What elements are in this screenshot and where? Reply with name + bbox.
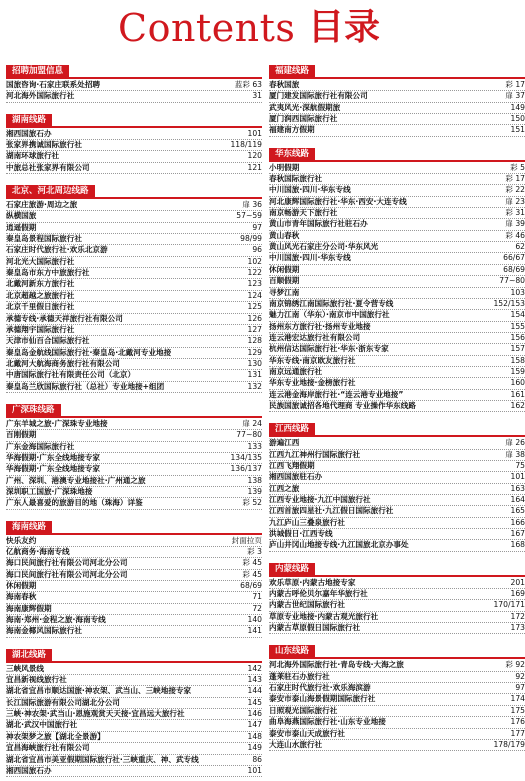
entry-page: 151 [509, 124, 525, 135]
section [269, 556, 525, 635]
section [6, 107, 262, 174]
entry-title: 深圳职工国旅·广深珠地接 [6, 486, 246, 497]
entry-page: 彩 92 [503, 659, 525, 670]
entry-title: 日照观光国际旅行社 [269, 705, 509, 716]
section-title: 华东线路 [269, 148, 315, 160]
entry-page: 77~80 [497, 275, 525, 286]
entry-title: 河北康辉国际旅行社·华东·西安·大连专线 [269, 196, 503, 207]
entry-page: 154 [509, 309, 525, 320]
entry-page: 封面拉页 [230, 535, 262, 546]
entry-title: 南京远通旅行社 [269, 366, 509, 377]
toc-entry[interactable] [6, 626, 262, 637]
entry-page: 扉 24 [240, 418, 262, 429]
entry-page: 31 [250, 90, 262, 101]
section [269, 58, 525, 137]
toc-entry[interactable] [6, 498, 262, 509]
entry-page: 125 [246, 301, 263, 312]
section-title: 山东线路 [269, 645, 315, 657]
entry-page: 130 [246, 358, 263, 369]
entry-page: 201 [509, 577, 525, 588]
entry-title: 国旅咨询·石家庄联系处招聘 [6, 79, 233, 90]
entry-title: 宜昌海峡旅行社有限公司 [6, 742, 246, 753]
entry-page: 128 [246, 335, 263, 346]
right-column [269, 58, 525, 755]
entry-page: 163 [509, 483, 525, 494]
entry-page: 156 [509, 332, 525, 343]
entry-title: 海口民间旅行社有限公司河北分公司 [6, 569, 240, 580]
title-chinese: 目录 [308, 6, 380, 50]
entry-page: 121 [246, 162, 263, 173]
entry-page: 扉 39 [503, 218, 525, 229]
entry-page: 143 [246, 674, 263, 685]
section-title: 招聘加盟信息 [6, 65, 69, 77]
section-title: 广深珠线路 [6, 404, 61, 416]
section [6, 642, 262, 777]
entry-title: 广东金海国际旅行社 [6, 441, 246, 452]
section [269, 141, 525, 413]
entry-page: 172 [509, 611, 525, 622]
entry-title: 湖南环球旅行社 [6, 150, 246, 161]
entry-page: 141 [246, 625, 263, 636]
entry-page: 175 [509, 705, 525, 716]
entry-page: 140 [246, 614, 263, 625]
entry-title: 海南·郑州·金程之旅·海南专线 [6, 614, 246, 625]
toc-entry[interactable] [269, 740, 525, 751]
entry-page: 103 [509, 287, 525, 298]
entry-page: 57~59 [234, 210, 262, 221]
entry-page: 134/135 [228, 452, 262, 463]
section-title: 福建线路 [269, 65, 315, 77]
entry-title: 江西飞翔假期 [269, 460, 513, 471]
entry-title: 宜昌新视线旅行社 [6, 674, 246, 685]
entry-title: 三峡风景线 [6, 663, 246, 674]
entry-title: 广东人最喜爱的旅游目的地（珠海）详鉴 [6, 497, 240, 508]
section-title: 内蒙线路 [269, 563, 315, 575]
entry-title: 河北海外国际旅行社·青岛专线·大海之旅 [269, 659, 503, 670]
entry-title: 中川国旅·四川·华东专线 [269, 252, 501, 263]
entry-page: 蓝彩 63 [233, 79, 262, 90]
entry-page: 123 [246, 278, 263, 289]
entry-title: 中唐国际旅行社有限责任公司（北京） [6, 369, 246, 380]
entry-title: 连云港宏达旅行社有限公司 [269, 332, 509, 343]
entry-title: 湖北·武汉中国旅行社 [6, 719, 246, 730]
section [6, 514, 262, 638]
entry-page: 68/69 [501, 264, 525, 275]
entry-title: 华东专业地接·金榜旅行社 [269, 377, 509, 388]
entry-page: 86 [250, 754, 262, 765]
entry-page: 139 [246, 486, 263, 497]
entry-title: 百刚假期 [6, 429, 234, 440]
entry-page: 160 [509, 377, 525, 388]
entry-title: 北戴河大航海商务旅行社有限公司 [6, 358, 246, 369]
entry-page: 102 [246, 256, 263, 267]
entry-title: 庐山井冈山地接专线·九江国旅北京办事处 [269, 539, 509, 550]
entry-page: 164 [509, 494, 525, 505]
entry-title: 北京千里假日旅行社 [6, 301, 246, 312]
entry-page: 97 [513, 682, 525, 693]
entry-title: 休闲假期 [269, 264, 501, 275]
entry-title: 河北光大国际旅行社 [6, 256, 246, 267]
entry-page: 彩 22 [503, 184, 525, 195]
entry-title: 秦皇岛景程国际旅行社 [6, 233, 238, 244]
section [6, 397, 262, 510]
title-english: Contents [118, 6, 295, 50]
entry-title: 大连山水旅行社 [269, 739, 491, 750]
entry-page: 120 [246, 150, 263, 161]
entry-title: 江西专业地接·九江中国旅行社 [269, 494, 509, 505]
entry-title: 湘西国旅石办 [6, 128, 246, 139]
entry-page: 150 [509, 113, 525, 124]
entry-page: 77~80 [234, 429, 262, 440]
entry-page: 168 [509, 539, 525, 550]
entry-title: 江西九江神州行国际旅行社 [269, 449, 503, 460]
entry-title: 春秋国旅 [269, 79, 503, 90]
entry-title: 小明假期 [269, 162, 508, 173]
entry-title: 逍遥假期 [6, 222, 250, 233]
entry-title: 内蒙古世纪国际旅行社 [269, 599, 491, 610]
entry-page: 166 [509, 517, 525, 528]
entry-page: 145 [246, 697, 263, 708]
entry-title: 天津市仙百合国际旅行社 [6, 335, 246, 346]
entry-page: 62 [513, 241, 525, 252]
entry-page: 146 [246, 708, 263, 719]
section-title: 北京、河北周边线路 [6, 185, 95, 197]
entry-page: 155 [509, 321, 525, 332]
entry-page: 178/179 [491, 739, 525, 750]
toc-entry[interactable] [269, 623, 525, 634]
entry-page: 彩 45 [240, 569, 262, 580]
entry-title: 神农架梦之旅【湖北全景游】 [6, 731, 246, 742]
entry-page: 扉 38 [503, 449, 525, 460]
toc-entry[interactable] [269, 540, 525, 551]
entry-title: 长江国际旅游有限公司湖北分公司 [6, 697, 246, 708]
entry-title: 湖北省宜昌市顺达国旅·神农架、武当山、三峡地接专家 [6, 685, 246, 696]
entry-page: 彩 17 [503, 79, 525, 90]
entry-page: 133 [246, 441, 263, 452]
section [269, 416, 525, 551]
entry-page: 101 [246, 765, 263, 776]
entry-page: 98/99 [238, 233, 262, 244]
entry-page: 161 [509, 389, 525, 400]
entry-title: 三峡·神农架·武当山·恩施观赏天天接·宜昌远大旅行社 [6, 708, 246, 719]
section-title: 湖北线路 [6, 649, 52, 661]
entry-title: 南京锦绣江南国际旅行社·夏令营专线 [269, 298, 491, 309]
toc-entry[interactable] [269, 125, 525, 136]
entry-title: 江西首旅四星社·九江假日国际旅行社 [269, 505, 509, 516]
entry-title: 秦皇岛金航线国际旅行社·秦皇岛·北戴河专业地接 [6, 347, 246, 358]
entry-page: 176 [509, 716, 525, 727]
entry-title: 泰安市泰山天成旅行社 [269, 728, 509, 739]
entry-title: 广东羊城之旅·广深珠专业地接 [6, 418, 240, 429]
entry-title: 黄山春秋 [269, 230, 503, 241]
entry-page: 彩 52 [240, 497, 262, 508]
toc-entry[interactable] [269, 401, 525, 412]
entry-page: 136/137 [228, 463, 262, 474]
entry-title: 内蒙古呼伦贝尔嘉年华旅行社 [269, 588, 509, 599]
entry-page: 彩 5 [508, 162, 525, 173]
entry-title: 海南康辉假期 [6, 603, 250, 614]
entry-page: 126 [246, 313, 263, 324]
section-title: 湖南线路 [6, 114, 52, 126]
entry-page: 174 [509, 693, 525, 704]
entry-title: 张家界携诚国际旅行社 [6, 139, 228, 150]
entry-page: 142 [246, 663, 263, 674]
entry-title: 亿航商务·海南专线 [6, 546, 245, 557]
toc-entry[interactable] [6, 382, 262, 393]
entry-title: 海南金椰风国际旅行社 [6, 625, 246, 636]
entry-page: 131 [246, 369, 263, 380]
page-header [0, 0, 524, 54]
entry-page: 173 [509, 622, 525, 633]
entry-title: 春秋国际旅行社 [269, 173, 503, 184]
entry-page: 148 [246, 731, 263, 742]
entry-title: 秦皇岛兰欣国际旅行社（总社）专业地接+组团 [6, 381, 246, 392]
entry-title: 黄山市青年国际旅行社驻石办 [269, 218, 503, 229]
entry-title: 华海假期·广东全线地接专家 [6, 463, 228, 474]
entry-page: 149 [509, 102, 525, 113]
entry-title: 游遍江西 [269, 437, 503, 448]
entry-page: 扉 37 [503, 90, 525, 101]
entry-page: 144 [246, 685, 263, 696]
entry-title: 欢乐草原·内蒙古地接专家 [269, 577, 509, 588]
entry-title: 杭州信达国际旅行社·华东·浙东专家 [269, 343, 509, 354]
entry-title: 纵横国旅 [6, 210, 234, 221]
entry-title: 湘西国旅石办 [6, 765, 246, 776]
entry-title: 海口民间旅行社有限公司河北分公司 [6, 557, 240, 568]
entry-page: 彩 45 [240, 557, 262, 568]
entry-title: 快乐友约 [6, 535, 230, 546]
entry-page: 158 [509, 355, 525, 366]
entry-title: 秦皇岛市东方中旅旅行社 [6, 267, 246, 278]
entry-page: 149 [246, 742, 263, 753]
entry-title: 连云港金海岸旅行社·“连云港专业地接” [269, 389, 509, 400]
entry-page: 157 [509, 343, 525, 354]
left-column [6, 58, 262, 781]
entry-title: 中川国旅·四川·华东专线 [269, 184, 503, 195]
entry-title: 承德翔宇国际旅行社 [6, 324, 246, 335]
entry-page: 159 [509, 366, 525, 377]
entry-page: 66/67 [501, 252, 525, 263]
entry-page: 彩 46 [503, 230, 525, 241]
entry-page: 167 [509, 528, 525, 539]
entry-title: 厦门建发国际旅行社有限公司 [269, 90, 503, 101]
entry-title: 福建南方假期 [269, 124, 509, 135]
section-title: 海南线路 [6, 521, 52, 533]
entry-title: 百顺假期 [269, 275, 497, 286]
entry-title: 海南春秋 [6, 591, 250, 602]
entry-title: 寻梦江南 [269, 287, 509, 298]
entry-page: 68/69 [238, 580, 262, 591]
entry-page: 127 [246, 324, 263, 335]
entry-page: 124 [246, 290, 263, 301]
entry-page: 71 [250, 591, 262, 602]
entry-title: 民族国旅诚招各地代理商 专业操作华东线路 [269, 400, 509, 411]
entry-title: 承德专线·承德天祥旅行社有限公司 [6, 313, 246, 324]
entry-page: 129 [246, 347, 263, 358]
section [6, 178, 262, 393]
entry-page: 92 [513, 671, 525, 682]
entry-page: 扉 36 [240, 199, 262, 210]
entry-title: 湖北省宜昌市美亚假期国际旅行社·三峡重庆、神、武专线 [6, 754, 250, 765]
entry-title: 魅力江南（华东）·南京市中国旅行社 [269, 309, 509, 320]
entry-page: 132 [246, 381, 263, 392]
entry-page: 101 [246, 128, 263, 139]
toc-entry[interactable] [6, 766, 262, 777]
entry-title: 黄山风光石家庄分公司·华东风光 [269, 241, 513, 252]
entry-page: 177 [509, 728, 525, 739]
entry-page: 122 [246, 267, 263, 278]
entry-page: 152/153 [491, 298, 525, 309]
entry-title: 南京畅游天下旅行社 [269, 207, 503, 218]
entry-title: 草原专业地接·内蒙古观光旅行社 [269, 611, 509, 622]
entry-title: 湘西国旅驻石办 [269, 471, 509, 482]
entry-page: 165 [509, 505, 525, 516]
entry-title: 华东专线·南京欧友旅行社 [269, 355, 509, 366]
entry-title: 石家庄时代旅行社·欢乐海滨游 [269, 682, 513, 693]
entry-title: 武夷风光·深航假期旅 [269, 102, 509, 113]
entry-page: 97 [250, 222, 262, 233]
entry-page: 扉 23 [503, 196, 525, 207]
toc-entry[interactable] [6, 91, 262, 102]
entry-title: 泰安市泰山海景假期国际旅行社 [269, 693, 509, 704]
entry-title: 华海假期·广东全线地接专家 [6, 452, 228, 463]
section [6, 58, 262, 103]
entry-page: 96 [250, 244, 262, 255]
entry-title: 厦门润西国际旅行社 [269, 113, 509, 124]
entry-title: 石家庄旅游·周边之旅 [6, 199, 240, 210]
entry-page: 101 [509, 471, 525, 482]
entry-page: 75 [513, 460, 525, 471]
entry-page: 扉 26 [503, 437, 525, 448]
entry-page: 147 [246, 719, 263, 730]
entry-title: 扬州东方旅行社·扬州专业地接 [269, 321, 509, 332]
entry-page: 彩 31 [503, 207, 525, 218]
entry-page: 169 [509, 588, 525, 599]
entry-title: 江西之旅 [269, 483, 509, 494]
toc-entry[interactable] [6, 163, 262, 174]
entry-page: 170/171 [491, 599, 525, 610]
entry-title: 中旅总社张家界有限公司 [6, 162, 246, 173]
entry-title: 广州、深圳、港澳专业地接社·广州通之旅 [6, 475, 246, 486]
entry-title: 洪城假日·江西专线 [269, 528, 509, 539]
entry-page: 彩 17 [503, 173, 525, 184]
entry-page: 118/119 [228, 139, 262, 150]
entry-title: 九江庐山三叠泉旅行社 [269, 517, 509, 528]
entry-title: 休闲假期 [6, 580, 238, 591]
entry-title: 内蒙古草原假日国际旅行社 [269, 622, 509, 633]
entry-page: 彩 3 [245, 546, 262, 557]
entry-title: 河北海外国际旅行社 [6, 90, 250, 101]
entry-page: 162 [509, 400, 525, 411]
entry-title: 曲阜海燕国际旅行社·山东专业地接 [269, 716, 509, 727]
entry-page: 72 [250, 603, 262, 614]
entry-title: 石家庄时代旅行社·欢乐北京游 [6, 244, 250, 255]
entry-title: 蓬莱驻石办旅行社 [269, 671, 513, 682]
entry-title: 北京超越之旅旅行社 [6, 290, 246, 301]
section-title: 江西线路 [269, 423, 315, 435]
entry-title: 北戴河新东方旅行社 [6, 278, 246, 289]
entry-page: 138 [246, 475, 263, 486]
section [269, 638, 525, 751]
